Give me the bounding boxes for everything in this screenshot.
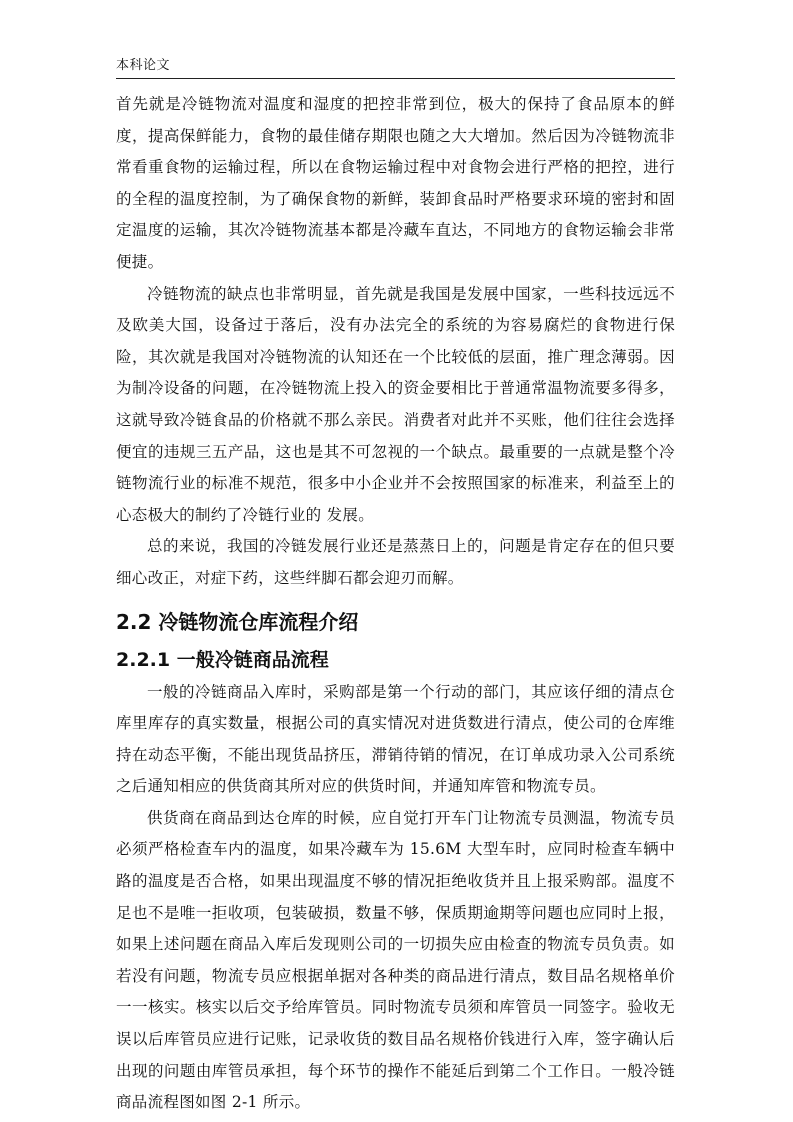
page-header: 本科论文 (116, 58, 171, 73)
section-heading: 2.2 冷链物流仓库流程介绍 (116, 609, 359, 634)
paragraph-cold-chain-disadvantages: 冷链物流的缺点也非常明显，首先就是我国是发展中国家，一些科技远远不及欧美大国，设备过于落后，没有办法完全的系统的为容易腐烂的食物进行保险，其次就是我国对冷链物流的认知还在一个比较低的层面，推广理念薄弱。因为制冷设备的问题，在冷链物流上投入的资金要相比于普通常温物流要多得多，这就导致冷链食品的价格就不那么亲民。消费者对此并不买账，他们往往会选择便宜的违规三五产品，这也是其不可忽视的一个缺点。最重要的一点就是整个冷链物流行业的标准不规范，很多中小企业并不会按照国家的标准来，利益至上的心态极大的制约了冷链行业的 发展。 (116, 284, 675, 524)
paragraph-procurement-process: 一般的冷链商品入库时，采购部是第一个行动的部门，其应该仔细的清点仓库里库存的真实数量，根据公司的真实情况对进货数进行清点，使公司的仓库维持在动态平衡，不能出现货品挤压，滞销待销的情况，在订单成功录入公司系统之后通知相应的供货商其所对应的供货时间，并通知库管和物流专员。 (116, 682, 675, 796)
subsection-heading: 2.2.1 一般冷链商品流程 (116, 648, 329, 671)
document-body (116, 89, 675, 1119)
header-divider (116, 78, 675, 79)
paragraph-cold-chain-advantages: 首先就是冷链物流对温度和湿度的把控非常到位，极大的保持了食品原本的鲜度，提高保鲜能力，食物的最佳储存期限也随之大大增加。然后因为冷链物流非常看重食物的运输过程，所以在食物运输过程中对食物会进行严格的把控，进行的全程的温度控制，为了确保食物的新鲜，装卸食品时严格要求环境的密封和固定温度的运输，其次冷链物流基本都是冷藏车直达，不同地方的食物运输会非常便捷。 (116, 95, 675, 271)
paragraph-summary: 总的来说，我国的冷链发展行业还是蒸蒸日上的，问题是肯定存在的但只要细心改正，对症下药，这些绊脚石都会迎刃而解。 (116, 537, 675, 587)
paragraph-receiving-process: 供货商在商品到达仓库的时候，应自觉打开车门让物流专员测温，物流专员必须严格检查车内的温度，如果冷藏车为 15.6M 大型车时，应同时检查车辆中路的温度是否合格，如果出现温度不够的情况拒绝收货并且上报采购部。温度不足也不是唯一拒收项，包装破损，数量不够，保质期逾期等问题也应同时上报，如果上述问题在商品入库后发现则公司的一切损失应由检查的物流专员负责。如若没有问题，物流专员应根据单据对各种类的商品进行清点，数目品名规格单价一一核实。核实以后交予给库管员。同时物流专员须和库管员一同签字。验收无误以后库管员应进行记账，记录收货的数目品名规格价钱进行入库，签字确认后出现的问题由库管员承担，每个环节的操作不能延后到第二个工作日。一般冷链商品流程图如图 2-1 所示。 (116, 808, 675, 1112)
